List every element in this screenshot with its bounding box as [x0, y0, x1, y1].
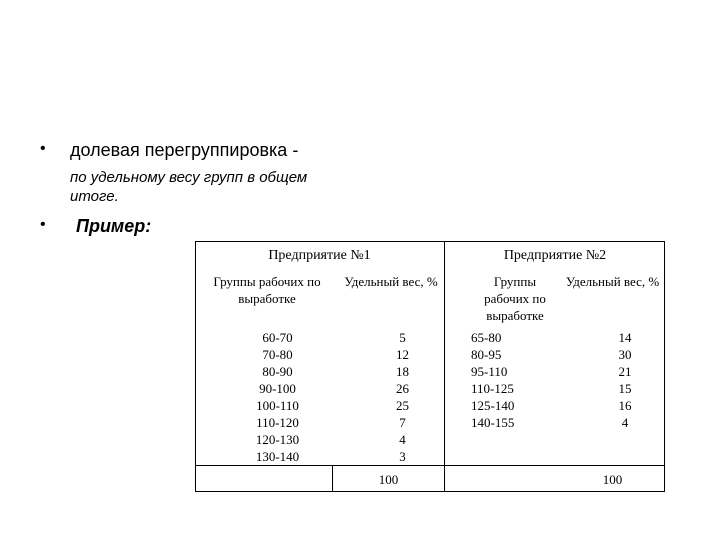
table-cell-share: 25 — [396, 398, 409, 413]
table-cell-share: 12 — [396, 347, 409, 362]
table-cell-group: 80-90 — [262, 364, 293, 379]
table-border-left — [195, 241, 196, 492]
col4-values — [580, 329, 670, 431]
total2-value: 100 — [602, 472, 623, 487]
table-cell-share: 5 — [399, 330, 406, 345]
table-cell-share: 30 — [618, 347, 632, 362]
bullet-icon: • — [40, 140, 46, 157]
table-cell-group: 65-80 — [471, 330, 502, 345]
bullet-subtext-line: по удельному весу групп в общем итоге. — [70, 169, 308, 205]
table-cell-share: 4 — [399, 432, 406, 447]
col3-header: Группы рабочих по выработке — [484, 274, 546, 323]
table-cell-share: 3 — [399, 449, 406, 464]
total1-value: 100 — [378, 472, 399, 487]
table-cell-share: 7 — [399, 415, 406, 430]
table-divider-total — [195, 465, 665, 466]
col2-header: Удельный вес, % — [344, 274, 438, 289]
col1-header: Группы рабочих по выработке — [213, 274, 321, 306]
table-cell-group: 80-95 — [471, 347, 502, 362]
table-cell-group: 70-80 — [262, 347, 293, 362]
table-cell-share: 15 — [618, 381, 632, 396]
table-border-top — [195, 241, 665, 242]
table-cell-share: 14 — [618, 330, 632, 345]
table-cell-group: 140-155 — [471, 415, 515, 430]
table-cell-group: 120-130 — [255, 432, 300, 447]
enterprise2-header: Предприятие №2 — [503, 248, 607, 263]
table-cell-share: 21 — [618, 364, 632, 379]
col1-values — [225, 329, 330, 465]
bullet-icon: • — [40, 216, 46, 233]
col4-header: Удельный вес, % — [565, 274, 660, 289]
col2-values — [355, 329, 450, 465]
bullet-text: долевая перегруппировка - — [70, 140, 299, 160]
enterprise1-header: Предприятие №1 — [268, 248, 371, 263]
table-border-bottom — [195, 491, 665, 492]
data-table — [195, 241, 665, 492]
table-cell-share: 18 — [396, 364, 409, 379]
col3-values — [471, 329, 531, 431]
table-cell-group: 90-100 — [259, 381, 296, 396]
example-label: Пример: — [76, 216, 152, 236]
table-cell-group: 95-110 — [471, 364, 508, 379]
table-cell-share: 4 — [621, 415, 629, 430]
table-cell-share: 16 — [618, 398, 632, 413]
bullet-subtext — [70, 168, 310, 206]
table-cell-group: 100-110 — [256, 398, 299, 413]
table-cell-group: 60-70 — [262, 330, 293, 345]
table-cell-group: 110-120 — [256, 415, 299, 430]
table-cell-group: 130-140 — [255, 449, 300, 464]
table-cell-group: 110-125 — [471, 381, 514, 396]
table-cell-group: 125-140 — [471, 398, 515, 413]
table-cell-share: 26 — [396, 381, 409, 396]
